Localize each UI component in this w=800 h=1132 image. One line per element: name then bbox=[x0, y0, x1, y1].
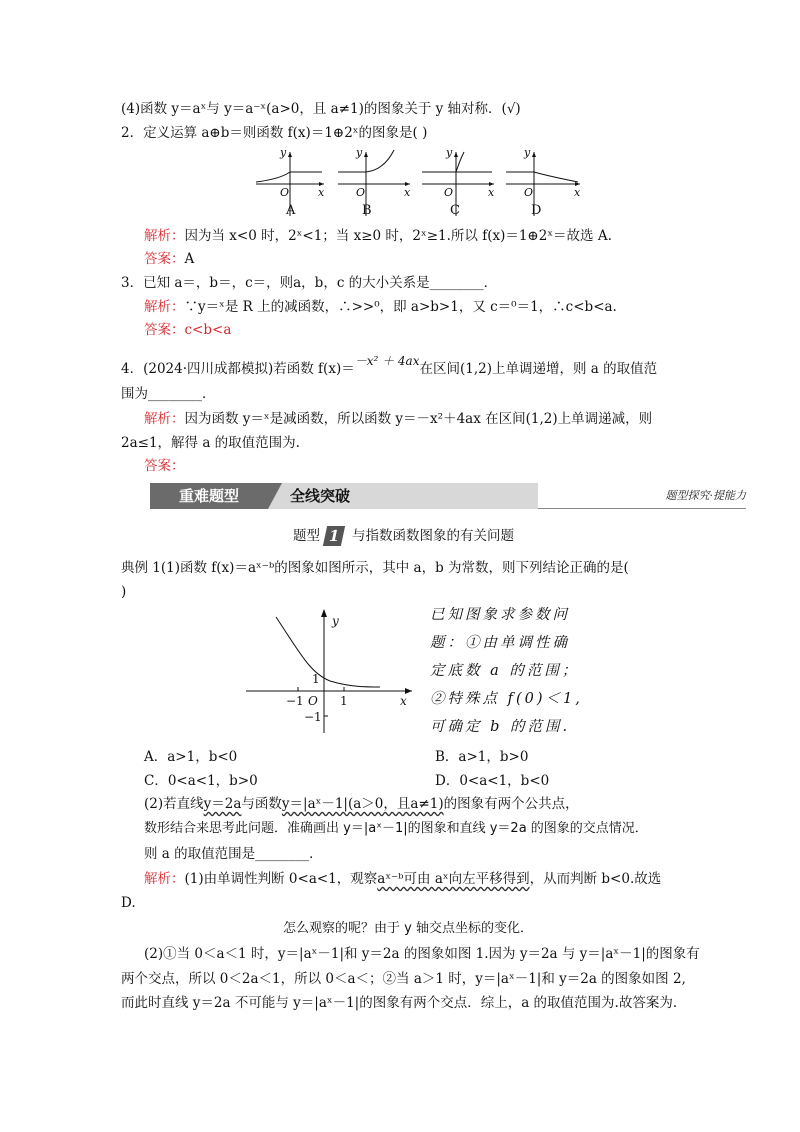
option-A: A．a>1，b<0 bbox=[144, 749, 238, 765]
analysis-label: 解析： bbox=[144, 411, 185, 427]
question-2: 2．定义运算 a⊕b＝则函数 f(x)＝1⊕2ˣ的图象是( ) bbox=[121, 125, 428, 141]
axis-label: y bbox=[356, 146, 363, 159]
option-D: D．0<a<1，b<0 bbox=[435, 773, 550, 789]
tick-label: 1 bbox=[312, 672, 320, 686]
axis-label: y bbox=[524, 146, 531, 159]
banner-mid bbox=[268, 483, 538, 509]
q2-text: (2)若直线 bbox=[144, 796, 204, 812]
graph-C bbox=[422, 146, 495, 218]
note-line: 题：①由单调性确 bbox=[430, 635, 570, 651]
axis-label: x bbox=[400, 694, 407, 708]
option-C: C．0<a<1，b>0 bbox=[144, 773, 258, 789]
axis-label: y bbox=[332, 614, 339, 628]
topic-label: 题型 bbox=[293, 528, 320, 544]
graph-A bbox=[256, 146, 325, 218]
answer-label: 答案： bbox=[144, 251, 185, 267]
q2-text: 的图象有两个公共点， bbox=[443, 796, 579, 812]
q2-underlined: y＝|aˣ－1|(a＞0，且a≠1) bbox=[281, 796, 444, 812]
answer-label: 答案： bbox=[144, 322, 185, 338]
analysis-line: 两个交点，所以 0＜2a＜1，所以 0＜a＜；②当 a＞1 时，y＝|aˣ－1|和 y＝2a 的图象如图 2, bbox=[121, 971, 686, 987]
option-label: C bbox=[450, 203, 460, 218]
analysis-cont: D. bbox=[121, 895, 136, 911]
analysis-text: 因为函数 y＝ˣ是减函数，所以函数 y＝－x²＋4ax 在区间(1,2)上单调递减，则 bbox=[184, 411, 653, 427]
analysis-text: ，从而判断 b<0.故选 bbox=[529, 871, 662, 887]
graph-D bbox=[506, 146, 581, 218]
note-line: ②特殊点 f(0)＜1, bbox=[430, 691, 583, 707]
example-1-paren: ) bbox=[121, 584, 127, 600]
banner-left-text: 重难题型 bbox=[150, 483, 268, 509]
axis-label: x bbox=[404, 186, 411, 199]
origin-label: O bbox=[444, 186, 454, 199]
axis-label: x bbox=[574, 186, 581, 199]
note-line: 可确定 b 的范围. bbox=[430, 719, 571, 735]
function-graph bbox=[240, 605, 420, 735]
axis-label: y bbox=[280, 146, 287, 159]
analysis-label: 解析： bbox=[144, 299, 185, 315]
exponent: －x² ＋ 4ax bbox=[354, 354, 420, 368]
analysis-text: (1)由单调性判断 0<a<1，观察 bbox=[184, 871, 378, 887]
hint-line: 数形结合来思考此问题．准确画出 y＝|aˣ－1|的图象和直线 y＝2a 的图象的交点情况． bbox=[144, 821, 648, 836]
hint-line: 怎么观察的呢？由于 y 轴交点坐标的变化． bbox=[283, 921, 533, 936]
answer-text: c<b<a bbox=[184, 322, 232, 338]
graph-B bbox=[338, 146, 411, 218]
option-B: B．a>1，b>0 bbox=[435, 749, 529, 765]
section-banner bbox=[150, 483, 746, 509]
analysis-line: (2)①当 0＜a＜1 时，y＝|aˣ－1|和 y＝2a 的图象如图 1.因为 y＝2a 与 y＝|aˣ－1|的图象有 bbox=[144, 946, 700, 962]
analysis-label: 解析： bbox=[144, 871, 185, 887]
option-label: D bbox=[531, 203, 542, 218]
note-line: 定底数 a 的范围； bbox=[430, 663, 580, 679]
banner-mid-text: 全线突破 bbox=[290, 487, 351, 505]
analysis-underlined: aˣ⁻ᵇ可由 aˣ向左平移得到 bbox=[377, 871, 530, 887]
option-label: A bbox=[286, 203, 296, 218]
question-4-line2: 围为________． bbox=[121, 386, 216, 402]
banner-right-text: 题型探究·提能力 bbox=[665, 489, 746, 502]
answer-text: A bbox=[184, 251, 195, 267]
analysis-line2: 2a≤1，解得 a 的取值范围为. bbox=[121, 435, 300, 451]
origin-label: O bbox=[280, 186, 290, 199]
banner-divider bbox=[268, 483, 282, 509]
text-line: (4)函数 y＝aˣ与 y＝a⁻ˣ(a>0，且 a≠1)的图象关于 y 轴对称．(√) bbox=[121, 101, 521, 117]
tick-label: −1 bbox=[304, 710, 322, 724]
topic-title: 与指数函数图象的有关问题 bbox=[352, 528, 514, 544]
axis-label: x bbox=[318, 186, 325, 199]
analysis-line: 而此时直线 y＝2a 不可能与 y＝|aˣ－1|的图象有两个交点．综上，a 的取值范围为.故答案为. bbox=[121, 995, 678, 1011]
note-line: 已知图象求参数问 bbox=[430, 607, 570, 623]
example-1: 典例 1(1)函数 f(x)＝aˣ⁻ᵇ的图象如图所示，其中 a，b 为常数，则下列结论正确的是( bbox=[121, 560, 629, 576]
origin-label: O bbox=[524, 186, 534, 199]
answer-label: 答案： bbox=[144, 458, 185, 474]
q2-blank-line: 则 a 的取值范围是________． bbox=[144, 846, 323, 862]
analysis-text: ∵y＝ˣ是 R 上的减函数，∴>>⁰，即 a>b>1，又 c＝⁰＝1，∴c<b<a. bbox=[184, 299, 617, 315]
analysis-label: 解析： bbox=[144, 228, 185, 244]
analysis-text: 因为当 x<0 时，2ˣ<1；当 x≥0 时，2ˣ≥1.所以 f(x)＝1⊕2ˣ＝故选 A. bbox=[184, 228, 612, 244]
origin-label: O bbox=[356, 186, 366, 199]
option-label: B bbox=[362, 203, 372, 218]
axis-label: x bbox=[488, 186, 495, 199]
origin-label: O bbox=[308, 694, 318, 708]
axis-label: y bbox=[446, 146, 453, 159]
tick-label: 1 bbox=[340, 694, 348, 708]
question-3: 3．已知 a＝，b＝，c＝，则a，b，c 的大小关系是________． bbox=[121, 275, 498, 291]
question-4: 4．(2024·四川成都模拟)若函数 f(x)＝ bbox=[121, 361, 355, 377]
handwritten-note bbox=[430, 601, 583, 741]
q2-underlined: y＝2a bbox=[203, 796, 242, 812]
topic-badge: 1 bbox=[323, 526, 345, 546]
tick-label: −1 bbox=[286, 694, 304, 708]
question-4-cont: 在区间(1,2)上单调递增，则 a 的取值范 bbox=[419, 361, 658, 377]
option-graphs bbox=[250, 146, 590, 220]
q2-text: 与函数 bbox=[241, 796, 282, 812]
